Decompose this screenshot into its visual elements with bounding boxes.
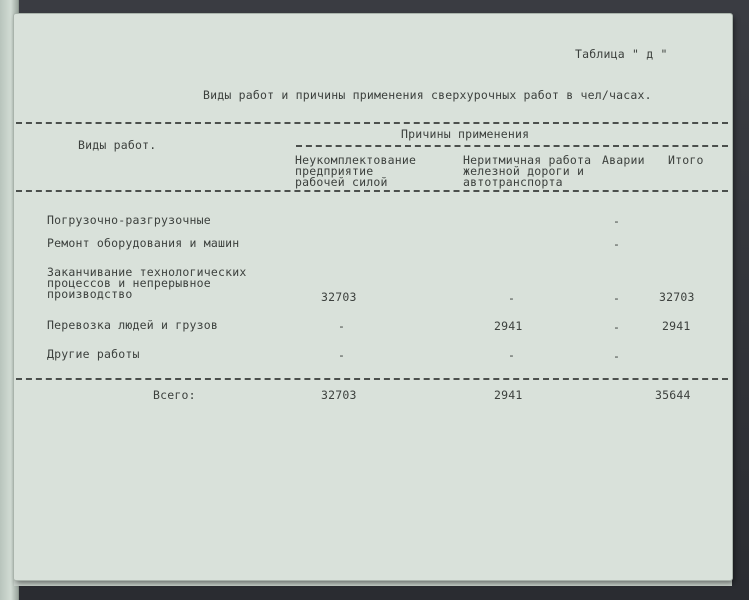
row-c2: 2941	[494, 319, 523, 333]
header-types: Виды работ.	[78, 138, 157, 152]
header-col2-line3: автотранспорта	[463, 175, 563, 189]
row-c4: 2941	[662, 319, 691, 333]
row-c3: -	[613, 237, 621, 251]
header-col4: Итого	[668, 153, 704, 167]
document-title: Виды работ и причины применения сверхурочных работ в чел/часах.	[203, 88, 652, 102]
document-page	[14, 14, 732, 580]
row-c3: -	[613, 214, 621, 228]
row-c1: 32703	[321, 290, 357, 304]
row-label-line2: процессов и непрерывное	[47, 276, 211, 290]
total-c2: 2941	[494, 388, 523, 402]
row-label: Ремонт оборудования и машин	[47, 236, 240, 250]
table-label: Таблица " д "	[575, 47, 668, 61]
header-col1-line2: предприятие	[295, 164, 374, 178]
row-c3: -	[613, 349, 621, 363]
row-c2: -	[508, 291, 516, 305]
row-label-line3: производство	[47, 287, 133, 301]
total-c4: 35644	[655, 388, 691, 402]
row-c4: 32703	[659, 290, 695, 304]
row-label: Погрузочно-разгрузочные	[47, 213, 211, 227]
row-c3: -	[613, 291, 621, 305]
header-col3: Аварии	[602, 153, 645, 167]
header-col1-line3: рабочей силой	[295, 175, 388, 189]
total-rule	[16, 378, 728, 380]
header-col2-line2: железной дороги и	[463, 164, 585, 178]
header-col2-line1: Неритмичная работа	[463, 153, 592, 167]
header-subrule	[296, 145, 728, 147]
total-c1: 32703	[321, 388, 357, 402]
row-c1: -	[338, 348, 346, 362]
page-edge	[14, 580, 732, 586]
total-label: Всего:	[153, 388, 196, 402]
row-label: Перевозка людей и грузов	[47, 318, 218, 332]
top-rule	[16, 122, 728, 124]
row-c1: -	[338, 319, 346, 333]
header-col1-line1: Неукомплектование	[295, 153, 417, 167]
row-label: Другие работы	[47, 347, 140, 361]
header-bottom-rule	[16, 190, 728, 192]
row-c2: -	[508, 348, 516, 362]
row-label-line1: Заканчивание технологических	[47, 265, 247, 279]
row-c3: -	[613, 320, 621, 334]
header-reasons: Причины применения	[401, 127, 530, 141]
